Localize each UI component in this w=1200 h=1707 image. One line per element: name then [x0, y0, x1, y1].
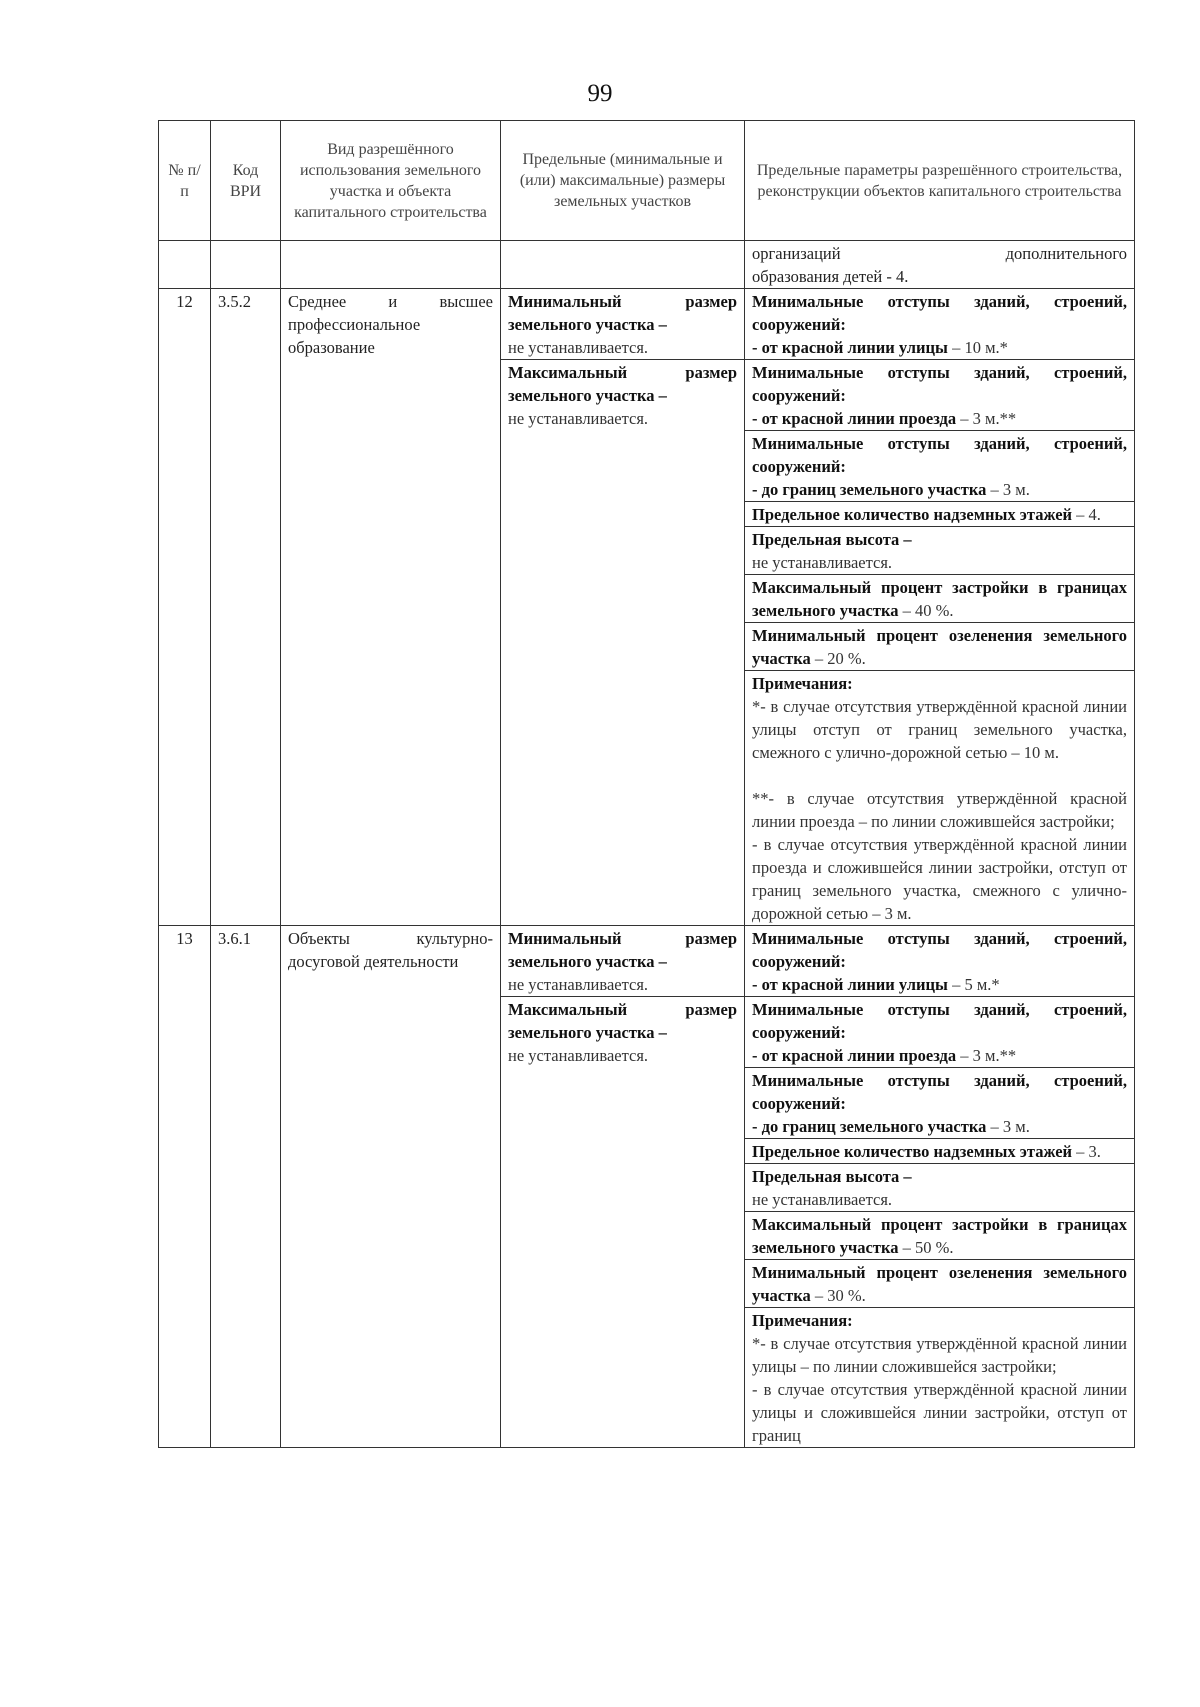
param-green-percent: Минимальный процент озеленения земельного участка – 30 %.: [745, 1260, 1135, 1308]
param-setback-boundary: Минимальные отступы зданий, строений, сооружений: - до границ земельного участка – 3 м.: [745, 431, 1135, 502]
param-setback-driveway: Минимальные отступы зданий, строений, сооружений: - от красной линии проезда – 3 м.**: [745, 360, 1135, 431]
max-size-cell: Максимальный размер земельного участка – не устанавливается.: [501, 997, 745, 1448]
regulations-table: [158, 120, 1135, 1448]
param-floors: Предельное количество надземных этажей – 4.: [745, 502, 1135, 527]
table-row-13: [159, 926, 1135, 997]
table-row-12: [159, 289, 1135, 360]
param-setback-street: Минимальные отступы зданий, строений, сооружений: - от красной линии улицы – 10 м.*: [745, 289, 1135, 360]
param-green-percent: Минимальный процент озеленения земельного участка – 20 %.: [745, 623, 1135, 671]
continuation-line-2: образования детей - 4.: [752, 267, 909, 286]
param-height: Предельная высота – не устанавливается.: [745, 527, 1135, 575]
row-vri-name: Среднее и высшее профессиональное образование: [281, 289, 501, 926]
param-floors: Предельное количество надземных этажей – 3.: [745, 1139, 1135, 1164]
param-setback-driveway: Минимальные отступы зданий, строений, сооружений: - от красной линии проезда – 3 м.**: [745, 997, 1135, 1068]
note-2: **- в случае отсутствия утверждённой красной линии проезда – по линии сложившейся застройки;: [752, 789, 1127, 831]
param-height: Предельная высота – не устанавливается.: [745, 1164, 1135, 1212]
max-size-cell: Максимальный размер земельного участка – не устанавливается.: [501, 360, 745, 926]
header-sizes: Предельные (минимальные и (или) максимальные) размеры земельных участков: [501, 121, 745, 241]
row-code: 3.5.2: [211, 289, 281, 926]
row-num: 12: [159, 289, 211, 926]
min-size-cell: Минимальный размер земельного участка – не устанавливается.: [501, 289, 745, 360]
param-build-percent: Максимальный процент застройки в границах земельного участка – 40 %.: [745, 575, 1135, 623]
note-1: *- в случае отсутствия утверждённой красной линии улицы отступ от границ земельного участка, смежного с улично-дорожной сетью – 10 м.: [752, 697, 1127, 762]
notes-cell: [745, 1308, 1135, 1448]
row-num: 13: [159, 926, 211, 1448]
header-num: № п/п: [159, 121, 211, 241]
continuation-row: [159, 241, 1135, 289]
header-vri: Вид разрешённого использования земельного участка и объекта капитального строительства: [281, 121, 501, 241]
param-setback-boundary: Минимальные отступы зданий, строений, сооружений: - до границ земельного участка – 3 м.: [745, 1068, 1135, 1139]
param-setback-street: Минимальные отступы зданий, строений, сооружений: - от красной линии улицы – 5 м.*: [745, 926, 1135, 997]
table-header-row: [159, 121, 1135, 241]
header-code: Код ВРИ: [211, 121, 281, 241]
note-3: - в случае отсутствия утверждённой красной линии проезда и сложившейся линии застройки, отступ от границ земельного участка, смежного с улично-дорожной сетью – 3 м.: [752, 835, 1127, 923]
page-number: 99: [587, 80, 613, 107]
row-code: 3.6.1: [211, 926, 281, 1448]
continuation-line-1: организаций дополнительного: [752, 244, 1127, 263]
header-params: Предельные параметры разрешённого строительства, реконструкции объектов капитального строительства: [745, 121, 1135, 241]
continuation-cell: [745, 241, 1135, 289]
notes-title: Примечания:: [752, 674, 853, 693]
notes-cell: [745, 671, 1135, 926]
row-vri-name: Объекты культурно-досуговой деятельности: [281, 926, 501, 1448]
param-build-percent: Максимальный процент застройки в границах земельного участка – 50 %.: [745, 1212, 1135, 1260]
note-2: - в случае отсутствия утверждённой красной линии улицы и сложившейся линии застройки, отступ от границ: [752, 1380, 1127, 1445]
note-1: *- в случае отсутствия утверждённой красной линии улицы – по линии сложившейся застройки;: [752, 1334, 1127, 1376]
min-size-cell: Минимальный размер земельного участка – не устанавливается.: [501, 926, 745, 997]
notes-title: Примечания:: [752, 1311, 853, 1330]
